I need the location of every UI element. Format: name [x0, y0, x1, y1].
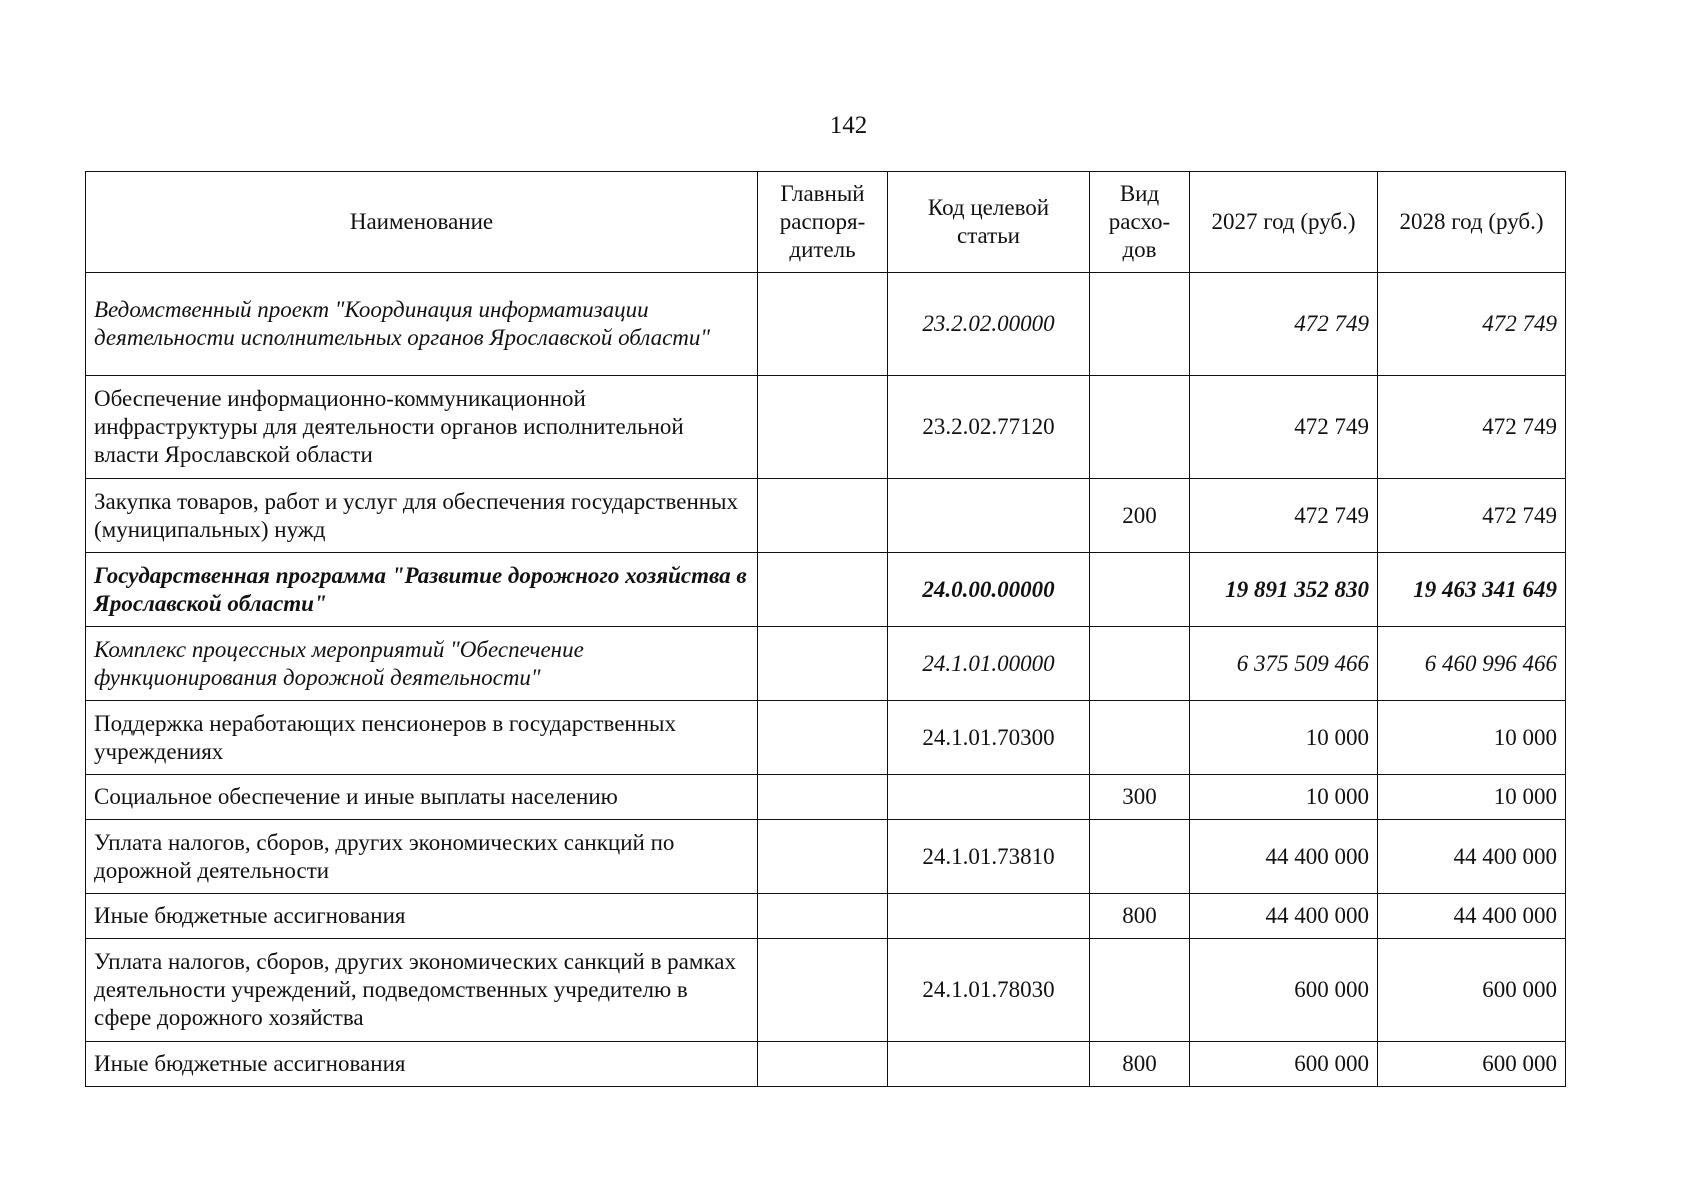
row-2027: 472 749 — [1190, 273, 1378, 376]
row-admin — [758, 820, 888, 894]
row-name: Комплекс процессных мероприятий "Обеспечение функционирования дорожной деятельности" — [86, 627, 758, 701]
row-2028: 472 749 — [1378, 273, 1566, 376]
row-name: Иные бюджетные ассигнования — [86, 1042, 758, 1087]
row-name: Уплата налогов, сборов, других экономических санкций в рамках деятельности учреждений, подведомственных учредителю в сфере дорожного хозяйства — [86, 939, 758, 1042]
row-admin — [758, 1042, 888, 1087]
row-2027: 600 000 — [1190, 939, 1378, 1042]
row-name: Обеспечение информационно-коммуникационной инфраструктуры для деятельности органов исполнительной власти Ярославской области — [86, 376, 758, 479]
table-row — [86, 479, 1566, 553]
row-code: 24.1.01.00000 — [888, 627, 1090, 701]
row-2028: 44 400 000 — [1378, 894, 1566, 939]
table-header-row — [86, 172, 1566, 273]
page-number: 142 — [829, 112, 868, 139]
row-code: 24.0.00.00000 — [888, 553, 1090, 627]
row-code — [888, 1042, 1090, 1087]
table-row — [86, 1042, 1566, 1087]
row-2028: 6 460 996 466 — [1378, 627, 1566, 701]
row-2028: 472 749 — [1378, 376, 1566, 479]
row-name: Социальное обеспечение и иные выплаты населению — [86, 775, 758, 820]
row-2027: 19 891 352 830 — [1190, 553, 1378, 627]
header-admin: Главный распоря-дитель — [758, 172, 888, 273]
row-admin — [758, 273, 888, 376]
row-kind — [1090, 939, 1190, 1042]
row-kind: 300 — [1090, 775, 1190, 820]
row-2028: 44 400 000 — [1378, 820, 1566, 894]
row-code: 23.2.02.00000 — [888, 273, 1090, 376]
row-admin — [758, 376, 888, 479]
table-row — [86, 775, 1566, 820]
table-row — [86, 273, 1566, 376]
row-code: 24.1.01.78030 — [888, 939, 1090, 1042]
row-name: Иные бюджетные ассигнования — [86, 894, 758, 939]
row-2027: 472 749 — [1190, 479, 1378, 553]
row-2028: 600 000 — [1378, 939, 1566, 1042]
row-name: Ведомственный проект "Координация информатизации деятельности исполнительных органов Ярославской области" — [86, 273, 758, 376]
row-2028: 10 000 — [1378, 701, 1566, 775]
table-row — [86, 939, 1566, 1042]
row-kind: 800 — [1090, 1042, 1190, 1087]
row-code: 23.2.02.77120 — [888, 376, 1090, 479]
row-kind — [1090, 553, 1190, 627]
row-2028: 10 000 — [1378, 775, 1566, 820]
table-row — [86, 894, 1566, 939]
row-2027: 44 400 000 — [1190, 894, 1378, 939]
table-row — [86, 376, 1566, 479]
row-name: Государственная программа "Развитие дорожного хозяйства в Ярославской области" — [86, 553, 758, 627]
row-kind: 800 — [1090, 894, 1190, 939]
row-2028: 19 463 341 649 — [1378, 553, 1566, 627]
row-name: Уплата налогов, сборов, других экономических санкций по дорожной деятельности — [86, 820, 758, 894]
row-admin — [758, 627, 888, 701]
table-row — [86, 553, 1566, 627]
row-2027: 6 375 509 466 — [1190, 627, 1378, 701]
row-kind — [1090, 820, 1190, 894]
table-row — [86, 701, 1566, 775]
table-row — [86, 627, 1566, 701]
row-name: Закупка товаров, работ и услуг для обеспечения государственных (муниципальных) нужд — [86, 479, 758, 553]
row-2027: 600 000 — [1190, 1042, 1378, 1087]
row-kind — [1090, 376, 1190, 479]
row-kind — [1090, 627, 1190, 701]
row-code — [888, 894, 1090, 939]
row-kind: 200 — [1090, 479, 1190, 553]
header-name: Наименование — [86, 172, 758, 273]
row-2027: 10 000 — [1190, 701, 1378, 775]
row-admin — [758, 894, 888, 939]
row-2028: 472 749 — [1378, 479, 1566, 553]
row-kind — [1090, 273, 1190, 376]
row-code — [888, 775, 1090, 820]
row-admin — [758, 479, 888, 553]
row-2027: 10 000 — [1190, 775, 1378, 820]
row-admin — [758, 775, 888, 820]
row-2028: 600 000 — [1378, 1042, 1566, 1087]
row-2027: 472 749 — [1190, 376, 1378, 479]
row-code: 24.1.01.73810 — [888, 820, 1090, 894]
header-2027: 2027 год (руб.) — [1190, 172, 1378, 273]
row-kind — [1090, 701, 1190, 775]
row-code — [888, 479, 1090, 553]
table-row — [86, 820, 1566, 894]
row-2027: 44 400 000 — [1190, 820, 1378, 894]
row-admin — [758, 553, 888, 627]
row-name: Поддержка неработающих пенсионеров в государственных учреждениях — [86, 701, 758, 775]
row-code: 24.1.01.70300 — [888, 701, 1090, 775]
budget-table — [85, 171, 1566, 1087]
row-admin — [758, 939, 888, 1042]
row-admin — [758, 701, 888, 775]
header-2028: 2028 год (руб.) — [1378, 172, 1566, 273]
header-code: Код целевой статьи — [888, 172, 1090, 273]
header-kind: Вид расхо-дов — [1090, 172, 1190, 273]
